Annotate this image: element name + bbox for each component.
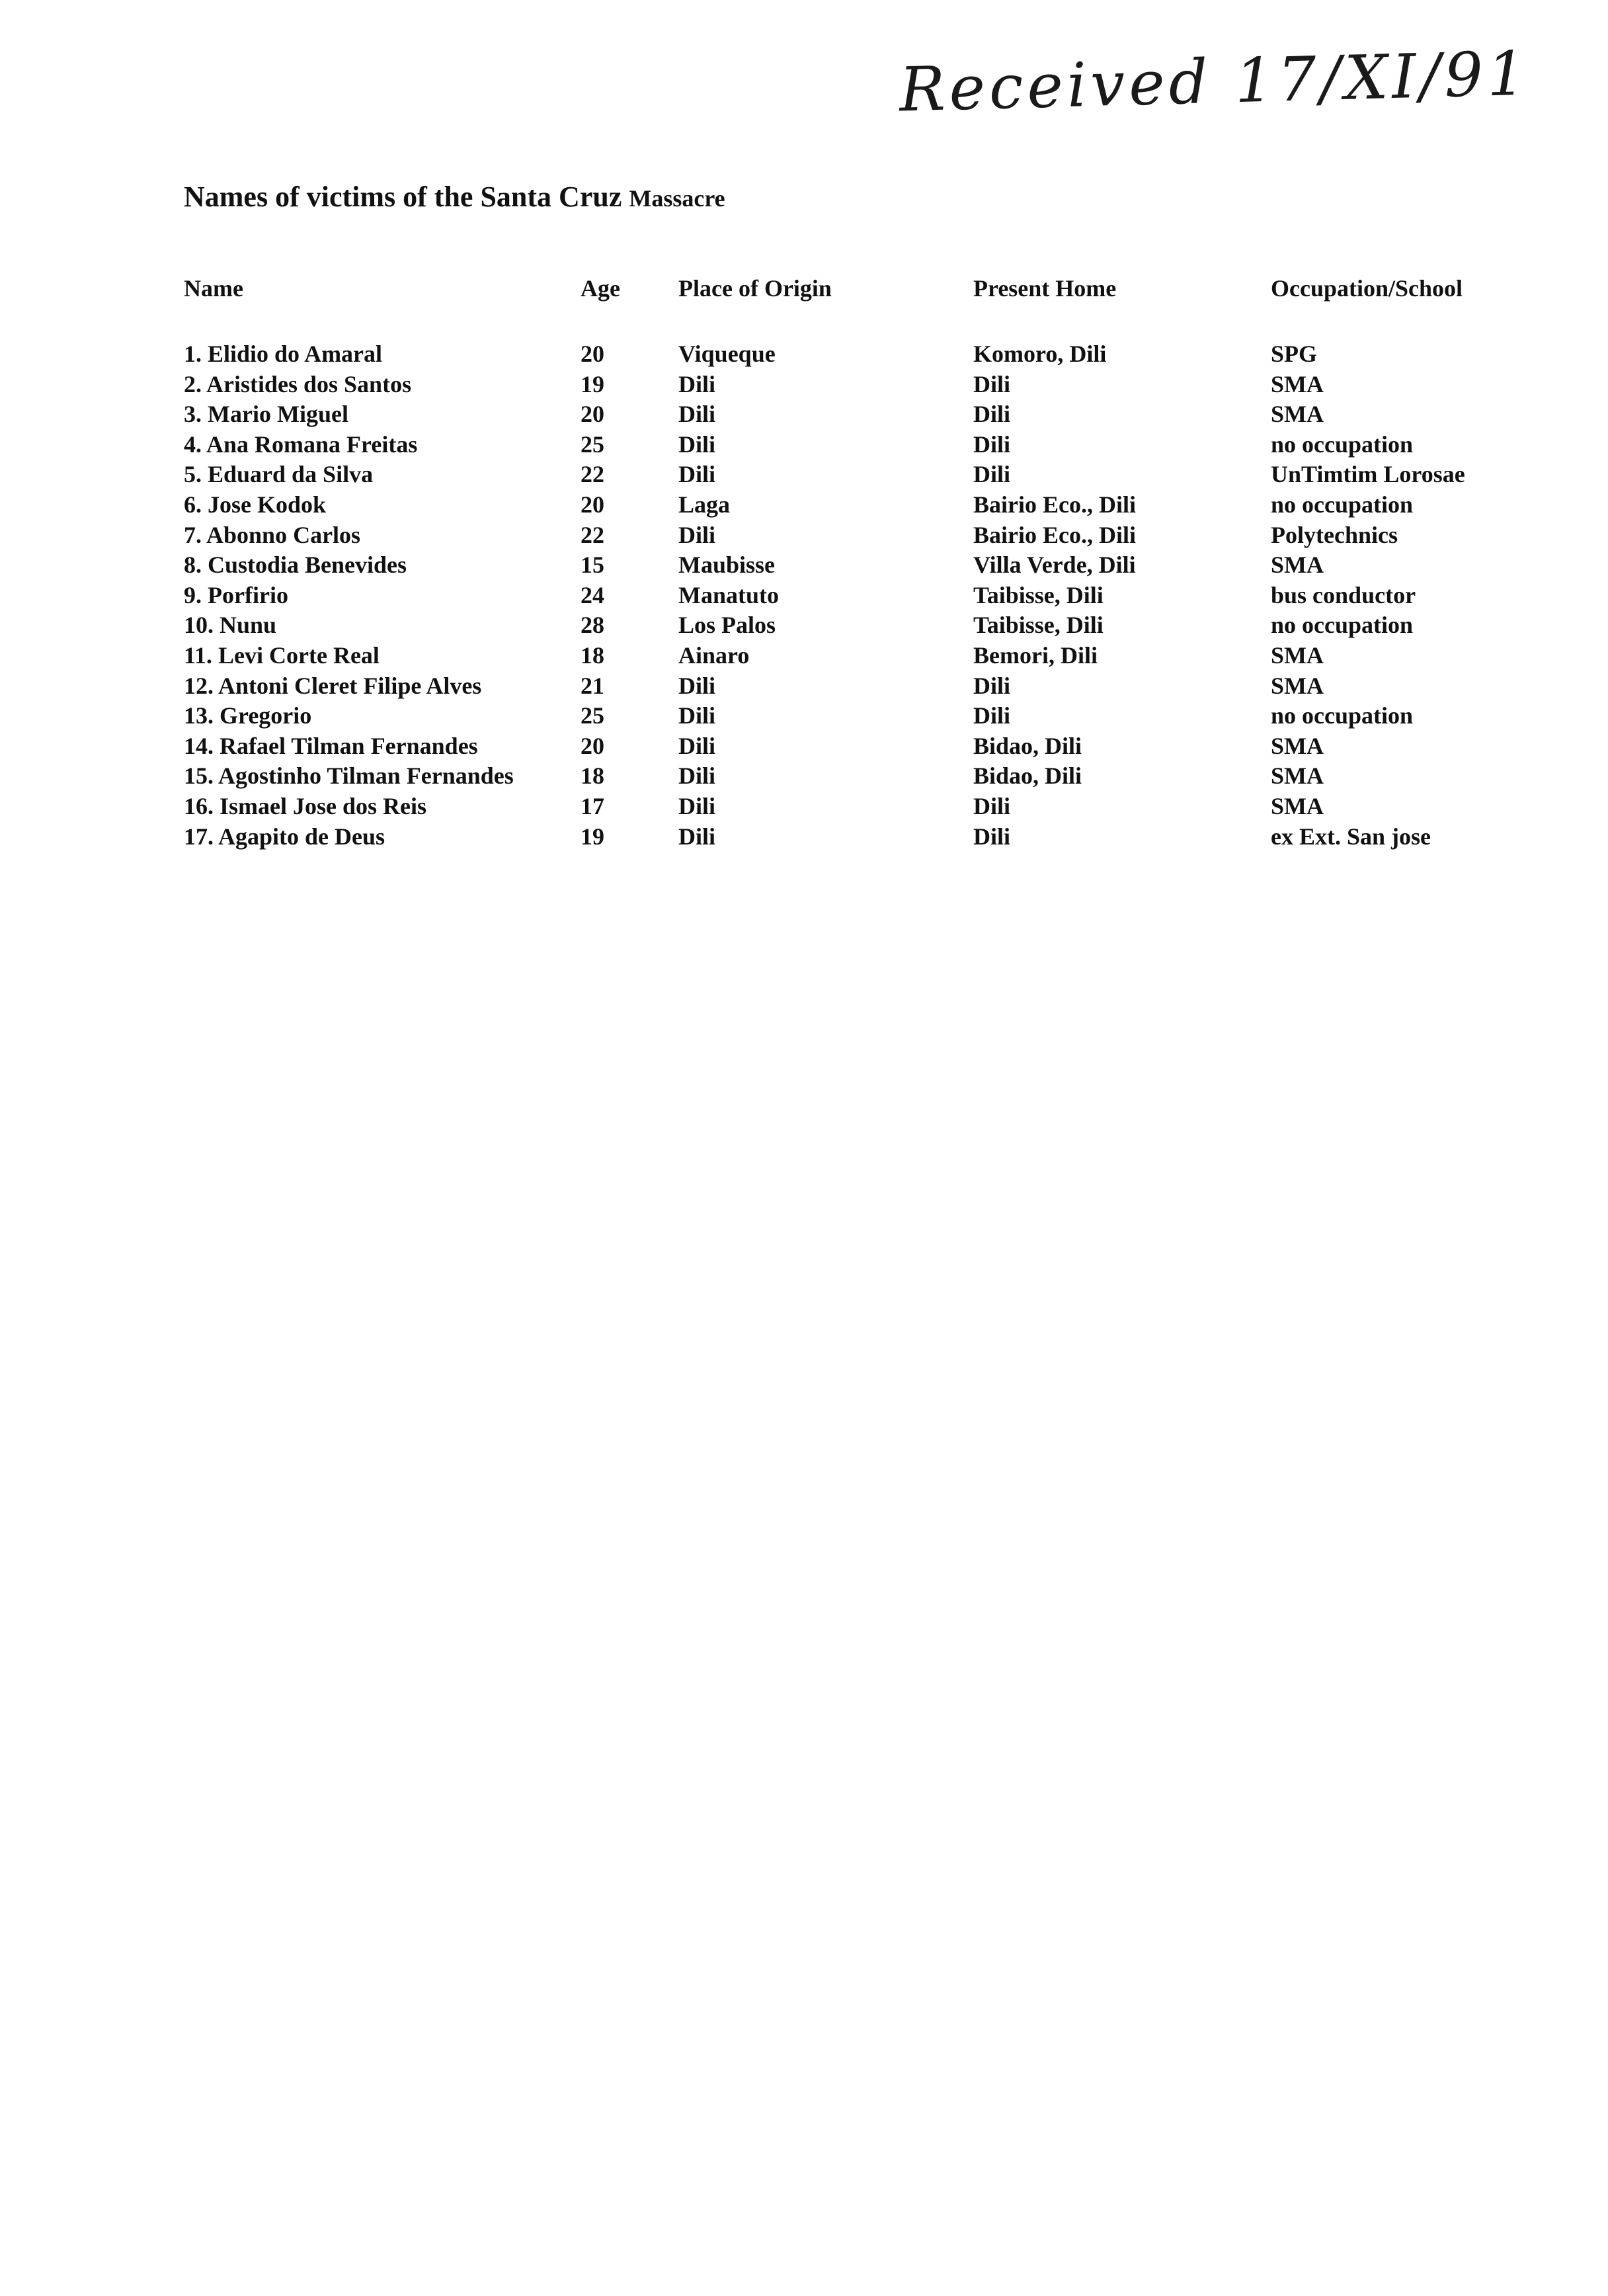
header-present-home: Present Home xyxy=(973,275,1117,302)
cell-occupation-school: bus conductor xyxy=(1271,581,1416,608)
cell-age: 15 xyxy=(581,552,604,579)
cell-age: 19 xyxy=(581,370,604,397)
cell-present-home: Dili xyxy=(973,461,1011,488)
cell-place-of-origin: Dili xyxy=(678,370,716,397)
cell-occupation-school: SMA xyxy=(1271,672,1324,699)
cell-place-of-origin: Los Palos xyxy=(678,612,776,639)
victims-table xyxy=(184,274,1482,852)
table-row xyxy=(184,731,1482,762)
cell-age: 18 xyxy=(581,762,604,790)
cell-present-home: Dili xyxy=(973,370,1011,397)
cell-age: 17 xyxy=(581,792,604,819)
cell-place-of-origin: Dili xyxy=(678,762,716,790)
cell-age: 25 xyxy=(581,702,604,729)
table-row xyxy=(184,792,1482,822)
cell-age: 22 xyxy=(581,461,604,488)
cell-place-of-origin: Dili xyxy=(678,521,716,548)
cell-name: 1. Elidio do Amaral xyxy=(184,341,383,367)
cell-age: 22 xyxy=(581,521,604,548)
table-row xyxy=(184,550,1482,581)
cell-name: 14. Rafael Tilman Fernandes xyxy=(184,732,478,759)
cell-place-of-origin: Dili xyxy=(678,461,716,488)
cell-name: 2. Aristides dos Santos xyxy=(184,370,412,397)
cell-occupation-school: SMA xyxy=(1271,370,1324,397)
cell-age: 19 xyxy=(581,823,604,850)
cell-name: 8. Custodia Benevides xyxy=(184,552,407,579)
cell-present-home: Bairio Eco., Dili xyxy=(973,521,1136,548)
table-header xyxy=(184,274,1482,339)
handwritten-received-note: Received 17/XI/91 xyxy=(898,38,1531,126)
cell-place-of-origin: Dili xyxy=(678,672,716,699)
cell-place-of-origin: Dili xyxy=(678,732,716,759)
cell-occupation-school: Polytechnics xyxy=(1271,521,1398,548)
table-row xyxy=(184,641,1482,671)
title-suffix: Massacre xyxy=(629,185,725,212)
cell-occupation-school: SMA xyxy=(1271,792,1324,819)
cell-name: 13. Gregorio xyxy=(184,702,312,729)
table-body xyxy=(184,339,1482,852)
cell-name: 15. Agostinho Tilman Fernandes xyxy=(184,762,514,790)
cell-occupation-school: SMA xyxy=(1271,762,1324,790)
table-row xyxy=(184,370,1482,400)
cell-place-of-origin: Viqueque xyxy=(678,341,776,367)
cell-place-of-origin: Dili xyxy=(678,792,716,819)
table-row xyxy=(184,822,1482,852)
cell-age: 20 xyxy=(581,732,604,759)
cell-place-of-origin: Manatuto xyxy=(678,581,779,608)
cell-present-home: Komoro, Dili xyxy=(973,341,1107,367)
cell-place-of-origin: Maubisse xyxy=(678,552,776,579)
cell-place-of-origin: Dili xyxy=(678,702,716,729)
cell-place-of-origin: Dili xyxy=(678,823,716,850)
cell-occupation-school: no occupation xyxy=(1271,702,1414,729)
cell-present-home: Dili xyxy=(973,430,1011,458)
header-age: Age xyxy=(581,275,620,302)
header-name: Name xyxy=(184,275,243,302)
cell-name: 3. Mario Miguel xyxy=(184,401,348,428)
cell-name: 4. Ana Romana Freitas xyxy=(184,430,418,458)
header-row xyxy=(184,274,1482,339)
cell-place-of-origin: Dili xyxy=(678,401,716,428)
cell-age: 20 xyxy=(581,341,604,367)
table-row xyxy=(184,490,1482,520)
cell-place-of-origin: Dili xyxy=(678,430,716,458)
document-title xyxy=(184,180,725,214)
cell-age: 18 xyxy=(581,641,604,669)
table-row xyxy=(184,701,1482,731)
header-occupation-school: Occupation/School xyxy=(1271,275,1463,302)
cell-name: 11. Levi Corte Real xyxy=(184,641,380,669)
cell-age: 20 xyxy=(581,491,604,518)
table-row xyxy=(184,460,1482,490)
cell-name: 7. Abonno Carlos xyxy=(184,521,361,548)
cell-present-home: Taibisse, Dili xyxy=(973,612,1104,639)
cell-name: 12. Antoni Cleret Filipe Alves xyxy=(184,672,482,699)
cell-age: 24 xyxy=(581,581,604,608)
table-row xyxy=(184,430,1482,460)
cell-name: 6. Jose Kodok xyxy=(184,491,327,518)
cell-place-of-origin: Laga xyxy=(678,491,731,518)
cell-present-home: Bidao, Dili xyxy=(973,732,1082,759)
cell-present-home: Dili xyxy=(973,401,1011,428)
cell-occupation-school: no occupation xyxy=(1271,612,1414,639)
cell-occupation-school: no occupation xyxy=(1271,430,1414,458)
cell-name: 16. Ismael Jose dos Reis xyxy=(184,792,426,819)
cell-name: 9. Porfirio xyxy=(184,581,288,608)
cell-name: 17. Agapito de Deus xyxy=(184,823,385,850)
table-row xyxy=(184,610,1482,641)
cell-present-home: Dili xyxy=(973,792,1011,819)
cell-occupation-school: no occupation xyxy=(1271,491,1414,518)
cell-occupation-school: SMA xyxy=(1271,401,1324,428)
table-row xyxy=(184,671,1482,702)
cell-present-home: Dili xyxy=(973,702,1011,729)
cell-present-home: Bairio Eco., Dili xyxy=(973,491,1136,518)
cell-present-home: Dili xyxy=(973,823,1011,850)
cell-present-home: Bidao, Dili xyxy=(973,762,1082,790)
cell-age: 21 xyxy=(581,672,604,699)
cell-occupation-school: UnTimtim Lorosae xyxy=(1271,461,1465,488)
cell-present-home: Bemori, Dili xyxy=(973,641,1098,669)
cell-name: 5. Eduard da Silva xyxy=(184,461,374,488)
header-place-of-origin: Place of Origin xyxy=(678,275,832,302)
table-row xyxy=(184,399,1482,430)
cell-occupation-school: SPG xyxy=(1271,341,1318,367)
title-main: Names of victims of the Santa Cruz xyxy=(184,181,622,213)
cell-occupation-school: SMA xyxy=(1271,552,1324,579)
table-row xyxy=(184,520,1482,551)
cell-occupation-school: SMA xyxy=(1271,641,1324,669)
cell-age: 28 xyxy=(581,612,604,639)
cell-present-home: Villa Verde, Dili xyxy=(973,552,1136,579)
cell-name: 10. Nunu xyxy=(184,612,277,639)
cell-age: 25 xyxy=(581,430,604,458)
cell-present-home: Dili xyxy=(973,672,1011,699)
table-row xyxy=(184,761,1482,792)
cell-age: 20 xyxy=(581,401,604,428)
cell-occupation-school: SMA xyxy=(1271,732,1324,759)
table-row xyxy=(184,339,1482,370)
cell-place-of-origin: Ainaro xyxy=(678,641,750,669)
cell-occupation-school: ex Ext. San jose xyxy=(1271,823,1431,850)
table-row xyxy=(184,581,1482,611)
cell-present-home: Taibisse, Dili xyxy=(973,581,1104,608)
